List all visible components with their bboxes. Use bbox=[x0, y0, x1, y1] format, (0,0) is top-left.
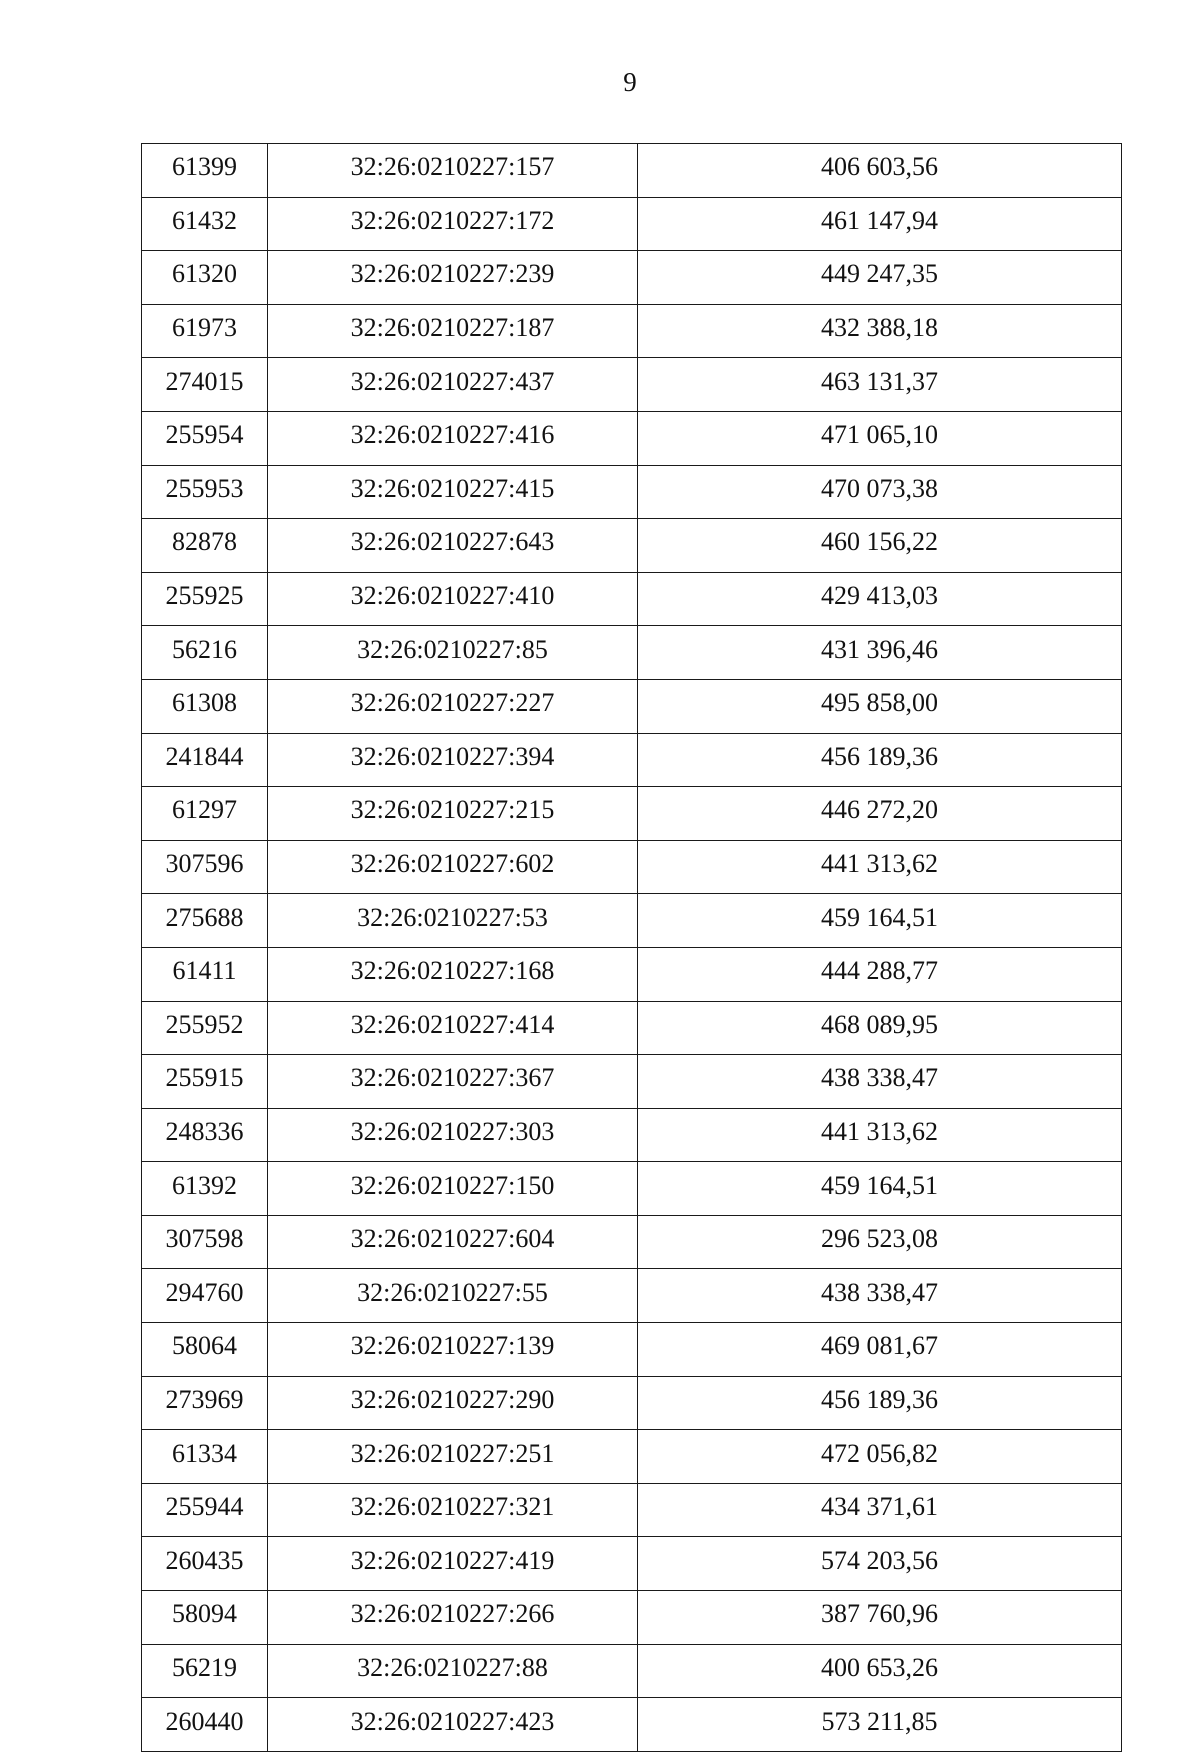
table-row bbox=[142, 1430, 1122, 1484]
cadastral-number-cell: 32:26:0210227:215 bbox=[268, 787, 638, 841]
data-table bbox=[141, 143, 1122, 1752]
object-id-cell: 255954 bbox=[142, 411, 268, 465]
object-id-cell: 58094 bbox=[142, 1591, 268, 1645]
cadastral-number-cell: 32:26:0210227:416 bbox=[268, 411, 638, 465]
cadastral-value-cell: 441 313,62 bbox=[638, 1108, 1122, 1162]
cadastral-value-cell: 574 203,56 bbox=[638, 1537, 1122, 1591]
table-row bbox=[142, 1001, 1122, 1055]
cadastral-value-cell: 444 288,77 bbox=[638, 947, 1122, 1001]
cadastral-number-cell: 32:26:0210227:437 bbox=[268, 358, 638, 412]
table-row bbox=[142, 358, 1122, 412]
object-id-cell: 58064 bbox=[142, 1323, 268, 1377]
object-id-cell: 61392 bbox=[142, 1162, 268, 1216]
cadastral-number-cell: 32:26:0210227:303 bbox=[268, 1108, 638, 1162]
table-row bbox=[142, 519, 1122, 573]
object-id-cell: 61399 bbox=[142, 144, 268, 198]
cadastral-number-cell: 32:26:0210227:414 bbox=[268, 1001, 638, 1055]
table-row bbox=[142, 1108, 1122, 1162]
table-row bbox=[142, 1269, 1122, 1323]
object-id-cell: 274015 bbox=[142, 358, 268, 412]
cadastral-value-cell: 472 056,82 bbox=[638, 1430, 1122, 1484]
cadastral-number-cell: 32:26:0210227:643 bbox=[268, 519, 638, 573]
cadastral-number-cell: 32:26:0210227:53 bbox=[268, 894, 638, 948]
cadastral-value-cell: 441 313,62 bbox=[638, 840, 1122, 894]
table-row bbox=[142, 733, 1122, 787]
cadastral-number-cell: 32:26:0210227:227 bbox=[268, 679, 638, 733]
object-id-cell: 307598 bbox=[142, 1215, 268, 1269]
cadastral-value-cell: 449 247,35 bbox=[638, 251, 1122, 305]
table-row bbox=[142, 197, 1122, 251]
cadastral-value-cell: 387 760,96 bbox=[638, 1591, 1122, 1645]
table-row bbox=[142, 251, 1122, 305]
table-row bbox=[142, 465, 1122, 519]
object-id-cell: 61973 bbox=[142, 304, 268, 358]
table-row bbox=[142, 1537, 1122, 1591]
cadastral-number-cell: 32:26:0210227:168 bbox=[268, 947, 638, 1001]
cadastral-value-cell: 456 189,36 bbox=[638, 733, 1122, 787]
table-row bbox=[142, 626, 1122, 680]
cadastral-number-cell: 32:26:0210227:251 bbox=[268, 1430, 638, 1484]
table-row bbox=[142, 572, 1122, 626]
cadastral-number-cell: 32:26:0210227:419 bbox=[268, 1537, 638, 1591]
object-id-cell: 255944 bbox=[142, 1483, 268, 1537]
cadastral-value-cell: 438 338,47 bbox=[638, 1055, 1122, 1109]
cadastral-number-cell: 32:26:0210227:423 bbox=[268, 1698, 638, 1752]
cadastral-value-cell: 296 523,08 bbox=[638, 1215, 1122, 1269]
cadastral-number-cell: 32:26:0210227:410 bbox=[268, 572, 638, 626]
table-body bbox=[142, 144, 1122, 1752]
object-id-cell: 294760 bbox=[142, 1269, 268, 1323]
cadastral-number-cell: 32:26:0210227:321 bbox=[268, 1483, 638, 1537]
object-id-cell: 61320 bbox=[142, 251, 268, 305]
object-id-cell: 307596 bbox=[142, 840, 268, 894]
cadastral-number-cell: 32:26:0210227:239 bbox=[268, 251, 638, 305]
object-id-cell: 61297 bbox=[142, 787, 268, 841]
table-row bbox=[142, 144, 1122, 198]
object-id-cell: 260440 bbox=[142, 1698, 268, 1752]
cadastral-value-cell: 429 413,03 bbox=[638, 572, 1122, 626]
page-number: 9 bbox=[623, 67, 637, 97]
object-id-cell: 61334 bbox=[142, 1430, 268, 1484]
object-id-cell: 82878 bbox=[142, 519, 268, 573]
object-id-cell: 255952 bbox=[142, 1001, 268, 1055]
table-row bbox=[142, 1483, 1122, 1537]
cadastral-value-cell: 456 189,36 bbox=[638, 1376, 1122, 1430]
table-row bbox=[142, 1698, 1122, 1752]
cadastral-value-cell: 470 073,38 bbox=[638, 465, 1122, 519]
cadastral-value-cell: 406 603,56 bbox=[638, 144, 1122, 198]
object-id-cell: 255953 bbox=[142, 465, 268, 519]
table-row bbox=[142, 411, 1122, 465]
cadastral-number-cell: 32:26:0210227:394 bbox=[268, 733, 638, 787]
object-id-cell: 248336 bbox=[142, 1108, 268, 1162]
cadastral-value-cell: 434 371,61 bbox=[638, 1483, 1122, 1537]
cadastral-value-cell: 573 211,85 bbox=[638, 1698, 1122, 1752]
cadastral-value-cell: 495 858,00 bbox=[638, 679, 1122, 733]
table-row bbox=[142, 1376, 1122, 1430]
cadastral-number-cell: 32:26:0210227:290 bbox=[268, 1376, 638, 1430]
cadastral-number-cell: 32:26:0210227:139 bbox=[268, 1323, 638, 1377]
cadastral-value-cell: 471 065,10 bbox=[638, 411, 1122, 465]
table-row bbox=[142, 1644, 1122, 1698]
table-row bbox=[142, 1055, 1122, 1109]
table-row bbox=[142, 1162, 1122, 1216]
table-row bbox=[142, 304, 1122, 358]
cadastral-number-cell: 32:26:0210227:187 bbox=[268, 304, 638, 358]
cadastral-number-cell: 32:26:0210227:88 bbox=[268, 1644, 638, 1698]
cadastral-number-cell: 32:26:0210227:172 bbox=[268, 197, 638, 251]
object-id-cell: 255915 bbox=[142, 1055, 268, 1109]
object-id-cell: 61411 bbox=[142, 947, 268, 1001]
table-row bbox=[142, 947, 1122, 1001]
cadastral-value-cell: 459 164,51 bbox=[638, 894, 1122, 948]
cadastral-number-cell: 32:26:0210227:266 bbox=[268, 1591, 638, 1645]
cadastral-value-cell: 468 089,95 bbox=[638, 1001, 1122, 1055]
cadastral-number-cell: 32:26:0210227:157 bbox=[268, 144, 638, 198]
object-id-cell: 61432 bbox=[142, 197, 268, 251]
cadastral-value-cell: 432 388,18 bbox=[638, 304, 1122, 358]
object-id-cell: 255925 bbox=[142, 572, 268, 626]
table-row bbox=[142, 894, 1122, 948]
cadastral-value-cell: 463 131,37 bbox=[638, 358, 1122, 412]
table-row bbox=[142, 679, 1122, 733]
cadastral-number-cell: 32:26:0210227:602 bbox=[268, 840, 638, 894]
object-id-cell: 61308 bbox=[142, 679, 268, 733]
table-row bbox=[142, 1591, 1122, 1645]
object-id-cell: 260435 bbox=[142, 1537, 268, 1591]
cadastral-value-cell: 400 653,26 bbox=[638, 1644, 1122, 1698]
cadastral-number-cell: 32:26:0210227:85 bbox=[268, 626, 638, 680]
object-id-cell: 273969 bbox=[142, 1376, 268, 1430]
object-id-cell: 56216 bbox=[142, 626, 268, 680]
object-id-cell: 275688 bbox=[142, 894, 268, 948]
cadastral-number-cell: 32:26:0210227:604 bbox=[268, 1215, 638, 1269]
cadastral-value-cell: 460 156,22 bbox=[638, 519, 1122, 573]
object-id-cell: 56219 bbox=[142, 1644, 268, 1698]
cadastral-number-cell: 32:26:0210227:55 bbox=[268, 1269, 638, 1323]
cadastral-value-cell: 438 338,47 bbox=[638, 1269, 1122, 1323]
table-row bbox=[142, 840, 1122, 894]
object-id-cell: 241844 bbox=[142, 733, 268, 787]
cadastral-number-cell: 32:26:0210227:150 bbox=[268, 1162, 638, 1216]
table-row bbox=[142, 1215, 1122, 1269]
data-table-container bbox=[141, 143, 1121, 1752]
table-row bbox=[142, 787, 1122, 841]
cadastral-value-cell: 431 396,46 bbox=[638, 626, 1122, 680]
cadastral-number-cell: 32:26:0210227:415 bbox=[268, 465, 638, 519]
cadastral-value-cell: 469 081,67 bbox=[638, 1323, 1122, 1377]
cadastral-value-cell: 446 272,20 bbox=[638, 787, 1122, 841]
cadastral-value-cell: 459 164,51 bbox=[638, 1162, 1122, 1216]
cadastral-value-cell: 461 147,94 bbox=[638, 197, 1122, 251]
cadastral-number-cell: 32:26:0210227:367 bbox=[268, 1055, 638, 1109]
table-row bbox=[142, 1323, 1122, 1377]
